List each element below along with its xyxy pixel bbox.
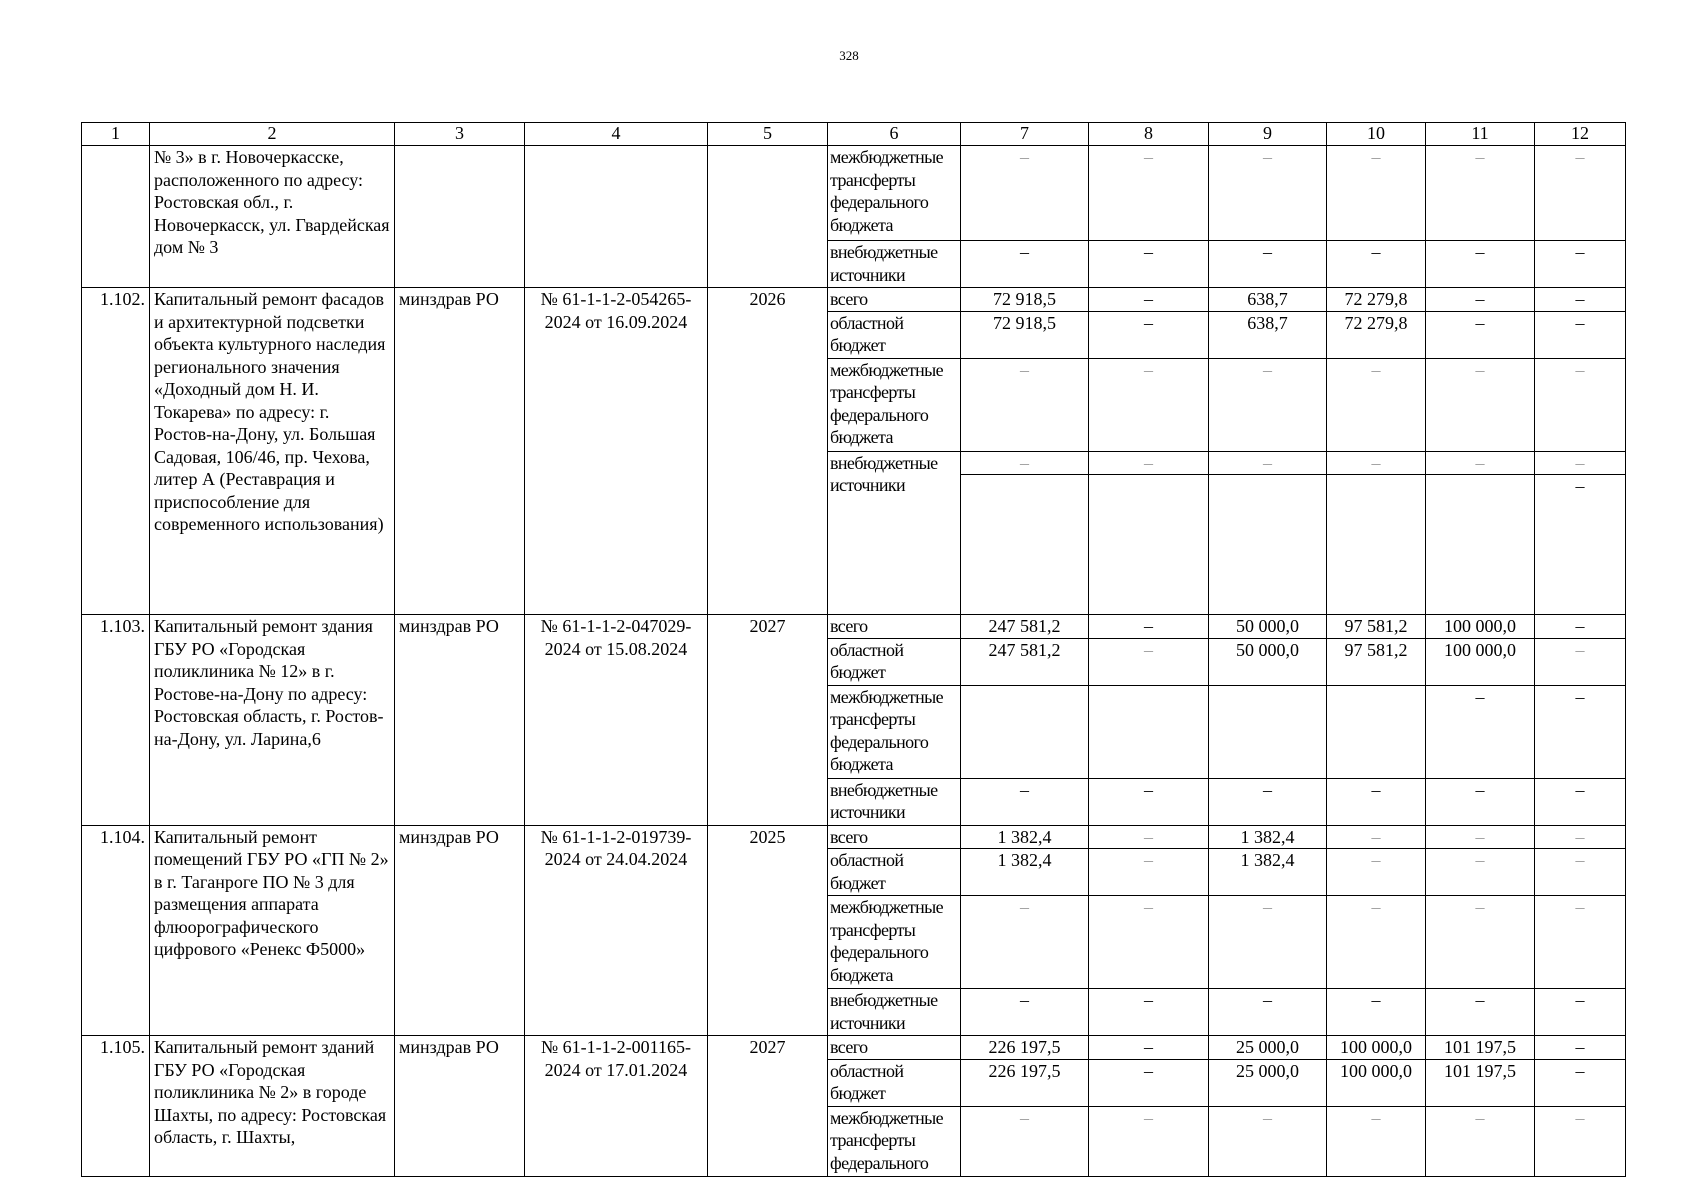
value-cell: –: [1089, 778, 1209, 825]
value-cell: –: [1327, 989, 1426, 1036]
year-cell: [708, 146, 828, 288]
value-cell: [1327, 475, 1426, 615]
page-number: 328: [839, 48, 859, 63]
value-cell: 97 581,2: [1327, 615, 1426, 639]
value-cell: –: [1535, 288, 1626, 312]
value-cell: –: [1209, 358, 1327, 451]
value-cell: 25 000,0: [1209, 1059, 1327, 1106]
source-cell: внебюджетные источники: [828, 989, 961, 1036]
responsible-cell: минздрав РО: [395, 615, 525, 826]
value-cell: –: [1327, 451, 1426, 475]
value-cell: –: [1089, 311, 1209, 358]
value-cell: –: [1426, 311, 1535, 358]
value-cell: –: [1209, 241, 1327, 288]
document-cell: [525, 146, 708, 288]
value-cell: –: [1089, 825, 1209, 849]
value-cell: [961, 475, 1089, 615]
value-cell: –: [1089, 1106, 1209, 1176]
value-cell: –: [961, 358, 1089, 451]
value-cell: –: [1426, 1106, 1535, 1176]
value-cell: 25 000,0: [1209, 1036, 1327, 1060]
value-cell: –: [1209, 451, 1327, 475]
year-cell: 2027: [708, 1036, 828, 1177]
table-row: [82, 615, 1626, 639]
item-number-cell: [82, 146, 150, 288]
value-cell: 72 279,8: [1327, 288, 1426, 312]
source-cell: областной бюджет: [828, 638, 961, 685]
column-header: 6: [828, 123, 961, 146]
value-cell: –: [1426, 241, 1535, 288]
value-cell: [1209, 685, 1327, 778]
value-cell: –: [1535, 311, 1626, 358]
value-cell: 1 382,4: [1209, 849, 1327, 896]
value-cell: –: [1089, 358, 1209, 451]
value-cell: –: [1089, 849, 1209, 896]
value-cell: [961, 685, 1089, 778]
value-cell: –: [1209, 146, 1327, 241]
value-cell: –: [1327, 146, 1426, 241]
value-cell: –: [1327, 849, 1426, 896]
value-cell: –: [1535, 615, 1626, 639]
value-cell: –: [1089, 241, 1209, 288]
value-cell: 226 197,5: [961, 1036, 1089, 1060]
value-cell: –: [961, 989, 1089, 1036]
source-cell: всего: [828, 615, 961, 639]
responsible-cell: минздрав РО: [395, 1036, 525, 1177]
column-header: 10: [1327, 123, 1426, 146]
item-number-cell: 1.105.: [82, 1036, 150, 1177]
table-body: [82, 123, 1626, 1177]
value-cell: –: [1535, 849, 1626, 896]
table-row: [82, 146, 1626, 241]
value-cell: –: [1535, 1106, 1626, 1176]
value-cell: 1 382,4: [1209, 825, 1327, 849]
item-number-cell: 1.104.: [82, 825, 150, 1036]
value-cell: –: [1089, 1059, 1209, 1106]
value-cell: –: [1089, 288, 1209, 312]
responsible-cell: минздрав РО: [395, 825, 525, 1036]
item-name-cell: Капитальный ремонт здания ГБУ РО «Городская поликлиника № 12» в г. Ростове-на-Дону по адресу: Ростовская область, г. Ростов-на-Дону, ул. Ларина,6: [150, 615, 395, 826]
table-row: [82, 288, 1626, 312]
value-cell: –: [1535, 1059, 1626, 1106]
document-cell: № 61-1-1-2-019739-2024 от 24.04.2024: [525, 825, 708, 1036]
value-cell: –: [1535, 685, 1626, 778]
value-cell: 247 581,2: [961, 615, 1089, 639]
value-cell: [1089, 475, 1209, 615]
source-cell: областной бюджет: [828, 311, 961, 358]
document-cell: № 61-1-1-2-047029-2024 от 15.08.2024: [525, 615, 708, 826]
value-cell: –: [1535, 778, 1626, 825]
value-cell: [1209, 475, 1327, 615]
column-header: 12: [1535, 123, 1626, 146]
value-cell: –: [1535, 475, 1626, 615]
value-cell: –: [1426, 288, 1535, 312]
value-cell: 50 000,0: [1209, 615, 1327, 639]
value-cell: –: [1426, 451, 1535, 475]
value-cell: 638,7: [1209, 311, 1327, 358]
value-cell: 247 581,2: [961, 638, 1089, 685]
value-cell: –: [1426, 146, 1535, 241]
table-row: [82, 1036, 1626, 1060]
value-cell: –: [1209, 778, 1327, 825]
header-row: [82, 123, 1626, 146]
value-cell: –: [1426, 778, 1535, 825]
value-cell: 50 000,0: [1209, 638, 1327, 685]
value-cell: 1 382,4: [961, 825, 1089, 849]
item-name-cell: № 3» в г. Новочеркасске, расположенного по адресу: Ростовская обл., г. Новочеркасск, ул. Гвардейская дом № 3: [150, 146, 395, 288]
value-cell: 226 197,5: [961, 1059, 1089, 1106]
value-cell: –: [1089, 451, 1209, 475]
source-cell: межбюджетные трансферты федерального бюджета: [828, 358, 961, 451]
column-header: 3: [395, 123, 525, 146]
value-cell: –: [961, 241, 1089, 288]
value-cell: 100 000,0: [1426, 638, 1535, 685]
column-header: 5: [708, 123, 828, 146]
value-cell: [1426, 475, 1535, 615]
value-cell: –: [1426, 358, 1535, 451]
value-cell: –: [1535, 358, 1626, 451]
source-cell: всего: [828, 1036, 961, 1060]
document-cell: № 61-1-1-2-001165-2024 от 17.01.2024: [525, 1036, 708, 1177]
column-header: 2: [150, 123, 395, 146]
value-cell: –: [961, 451, 1089, 475]
value-cell: –: [1327, 778, 1426, 825]
year-cell: 2026: [708, 288, 828, 615]
value-cell: –: [1209, 1106, 1327, 1176]
value-cell: 72 279,8: [1327, 311, 1426, 358]
table-row: [82, 825, 1626, 849]
value-cell: 100 000,0: [1327, 1059, 1426, 1106]
value-cell: 100 000,0: [1426, 615, 1535, 639]
value-cell: –: [1327, 825, 1426, 849]
item-name-cell: Капитальный ремонт фасадов и архитектурной подсветки объекта культурного наследия регионального значения «Доходный дом Н. И. Токарева» по адресу: г. Ростов-на-Дону, ул. Большая Садовая, 106/46, пр. Чехова, литер А (Реставрация и приспособление для современного использования): [150, 288, 395, 615]
value-cell: 72 918,5: [961, 311, 1089, 358]
responsible-cell: минздрав РО: [395, 288, 525, 615]
value-cell: –: [1327, 358, 1426, 451]
column-header: 9: [1209, 123, 1327, 146]
column-header: 8: [1089, 123, 1209, 146]
value-cell: –: [1535, 989, 1626, 1036]
document-cell: № 61-1-1-2-054265-2024 от 16.09.2024: [525, 288, 708, 615]
value-cell: 100 000,0: [1327, 1036, 1426, 1060]
value-cell: –: [1535, 825, 1626, 849]
column-header: 7: [961, 123, 1089, 146]
value-cell: –: [1426, 825, 1535, 849]
value-cell: 1 382,4: [961, 849, 1089, 896]
value-cell: –: [1089, 989, 1209, 1036]
value-cell: –: [1327, 896, 1426, 989]
source-cell: областной бюджет: [828, 849, 961, 896]
value-cell: –: [1426, 989, 1535, 1036]
value-cell: –: [1535, 241, 1626, 288]
value-cell: –: [1089, 1036, 1209, 1060]
value-cell: –: [1089, 146, 1209, 241]
value-cell: –: [1535, 146, 1626, 241]
value-cell: –: [1089, 638, 1209, 685]
value-cell: –: [1327, 241, 1426, 288]
value-cell: –: [961, 146, 1089, 241]
value-cell: [1327, 685, 1426, 778]
value-cell: –: [1535, 1036, 1626, 1060]
year-cell: 2027: [708, 615, 828, 826]
item-number-cell: 1.103.: [82, 615, 150, 826]
source-cell: межбюджетные трансферты федерального: [828, 1106, 961, 1176]
value-cell: –: [961, 778, 1089, 825]
value-cell: –: [1426, 685, 1535, 778]
value-cell: 72 918,5: [961, 288, 1089, 312]
responsible-cell: [395, 146, 525, 288]
budget-table: [81, 122, 1626, 1177]
item-name-cell: Капитальный ремонт зданий ГБУ РО «Городская поликлиника № 2» в городе Шахты, по адресу: Ростовская область, г. Шахты,: [150, 1036, 395, 1177]
value-cell: –: [1089, 615, 1209, 639]
source-cell: всего: [828, 825, 961, 849]
year-cell: 2025: [708, 825, 828, 1036]
column-header: 11: [1426, 123, 1535, 146]
value-cell: –: [1535, 896, 1626, 989]
value-cell: 101 197,5: [1426, 1059, 1535, 1106]
column-header: 1: [82, 123, 150, 146]
value-cell: –: [961, 896, 1089, 989]
source-cell: межбюджетные трансферты федерального бюджета: [828, 896, 961, 989]
column-header: 4: [525, 123, 708, 146]
value-cell: –: [1535, 638, 1626, 685]
item-number-cell: 1.102.: [82, 288, 150, 615]
value-cell: –: [1327, 1106, 1426, 1176]
value-cell: –: [1209, 989, 1327, 1036]
value-cell: –: [1089, 896, 1209, 989]
source-cell: межбюджетные трансферты федерального бюджета: [828, 685, 961, 778]
source-cell: областной бюджет: [828, 1059, 961, 1106]
value-cell: –: [1426, 849, 1535, 896]
value-cell: 101 197,5: [1426, 1036, 1535, 1060]
source-cell: внебюджетные источники: [828, 778, 961, 825]
source-cell: межбюджетные трансферты федерального бюджета: [828, 146, 961, 241]
value-cell: 638,7: [1209, 288, 1327, 312]
value-cell: 97 581,2: [1327, 638, 1426, 685]
value-cell: [1089, 685, 1209, 778]
item-name-cell: Капитальный ремонт помещений ГБУ РО «ГП № 2» в г. Таганроге ПО № 3 для размещения аппарата флюорографического цифрового «Ренекс Ф5000»: [150, 825, 395, 1036]
value-cell: –: [1535, 451, 1626, 475]
value-cell: –: [1426, 896, 1535, 989]
source-cell: всего: [828, 288, 961, 312]
value-cell: –: [1209, 896, 1327, 989]
source-cell: внебюджетные источники: [828, 241, 961, 288]
value-cell: –: [961, 1106, 1089, 1176]
source-cell: внебюджетные источники: [828, 451, 961, 615]
